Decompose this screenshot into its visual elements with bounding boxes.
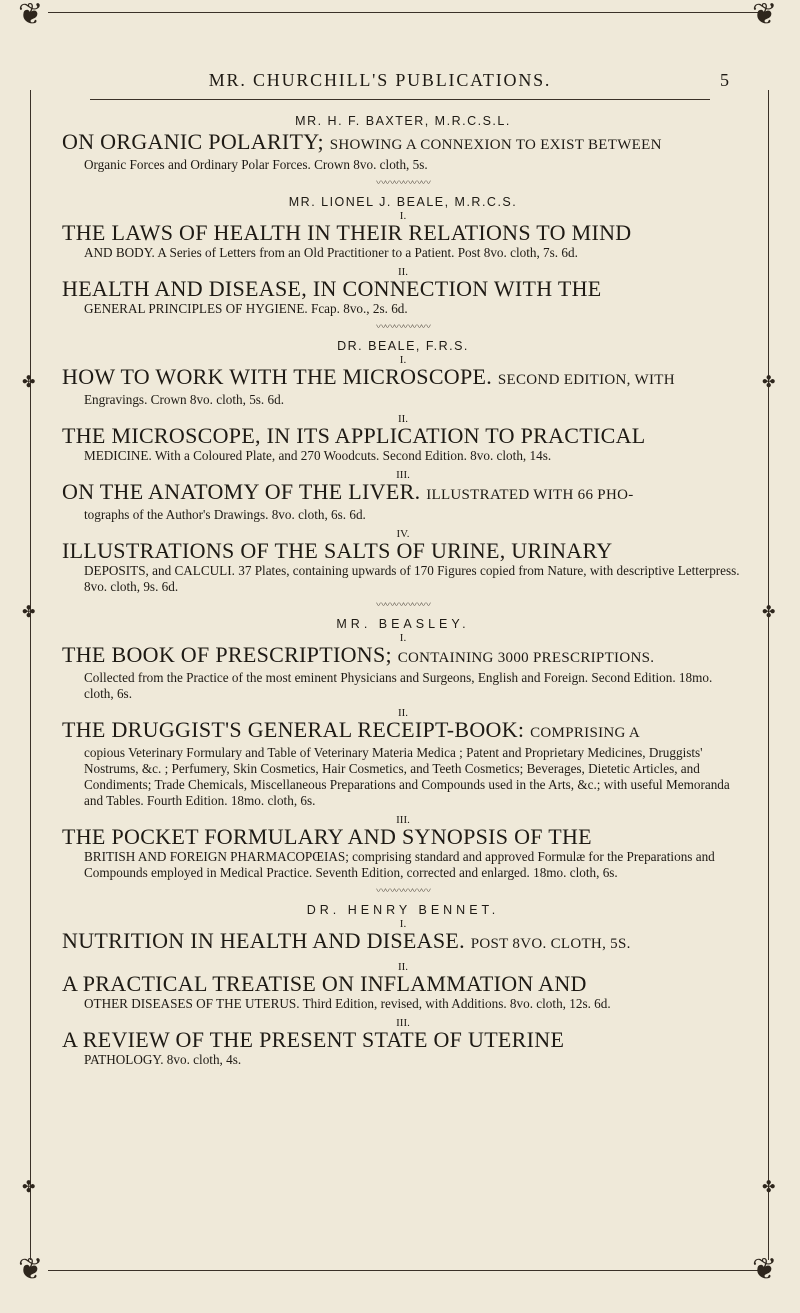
right-border xyxy=(768,90,769,1260)
book-title: HOW TO WORK WITH THE MICROSCOPE. xyxy=(62,364,493,389)
book-title-continuation: CONTAINING 3000 PRESCRIPTIONS. xyxy=(397,650,655,666)
entry-numeral: II. xyxy=(397,266,409,278)
author-heading: DR. BEALE, F.R.S. xyxy=(337,339,469,353)
author-section xyxy=(62,601,744,881)
book-title-line xyxy=(62,424,744,448)
author-heading: MR. BEASLEY. xyxy=(336,617,470,631)
author-section xyxy=(62,179,744,317)
ornamental-divider: 〰〰〰〰〰〰 xyxy=(376,886,430,897)
book-title-continuation: ILLUSTRATED WITH 66 PHO- xyxy=(426,487,634,503)
book-title: HEALTH AND DISEASE, IN CONNECTION WITH THE xyxy=(62,276,602,301)
book-entry xyxy=(62,825,744,881)
book-description: GENERAL PRINCIPLES OF HYGIENE. Fcap. 8vo., 2s. 6d. xyxy=(84,301,408,316)
book-entry xyxy=(62,277,744,317)
book-entry xyxy=(62,929,744,956)
side-ornament-icon: ✤ xyxy=(762,374,776,391)
ornamental-divider: 〰〰〰〰〰〰 xyxy=(376,322,430,333)
publication-list xyxy=(62,108,744,1074)
side-ornament-icon: ✤ xyxy=(22,604,36,621)
book-description: Organic Forces and Ordinary Polar Forces. Crown 8vo. cloth, 5s. xyxy=(84,157,428,172)
book-description: AND BODY. A Series of Letters from an Old Practitioner to a Patient. Post 8vo. cloth, 7s. 6d. xyxy=(84,245,578,260)
side-ornament-icon: ✤ xyxy=(22,1179,36,1196)
book-title-line xyxy=(62,365,744,392)
book-title: THE POCKET FORMULARY AND SYNOPSIS OF THE xyxy=(62,824,592,849)
entry-numeral: I. xyxy=(399,918,407,930)
author-heading: DR. HENRY BENNET. xyxy=(306,903,500,917)
entry-numeral: I. xyxy=(399,632,407,644)
author-section xyxy=(62,887,744,1068)
book-title-continuation: COMPRISING A xyxy=(530,725,640,741)
book-title-line xyxy=(62,539,744,563)
entry-numeral: II. xyxy=(397,961,409,973)
entry-numeral: III. xyxy=(396,1017,410,1029)
ornamental-divider: 〰〰〰〰〰〰 xyxy=(376,178,430,189)
book-description: MEDICINE. With a Coloured Plate, and 270 Woodcuts. Second Edition. 8vo. cloth, 14s. xyxy=(84,448,552,463)
book-description: PATHOLOGY. 8vo. cloth, 4s. xyxy=(84,1052,242,1067)
author-section xyxy=(62,114,744,173)
entry-numeral: III. xyxy=(396,814,410,826)
book-title: ON ORGANIC POLARITY; xyxy=(62,129,324,154)
top-border xyxy=(48,12,758,13)
book-title-line xyxy=(62,1028,744,1052)
author-section xyxy=(62,323,744,595)
book-title: NUTRITION IN HEALTH AND DISEASE. xyxy=(62,928,465,953)
book-entry xyxy=(62,643,744,702)
book-title-continuation: SECOND EDITION, WITH xyxy=(497,372,675,388)
book-description: copious Veterinary Formulary and Table of Veterinary Materia Medica ; Patent and Proprietary Medicines, Druggists' Nostrums, &c. ; Perfumery, Skin Cosmetics, Hair Cosmetics, and Teeth Cosmetics; Beverages, Dietetic Articles, and Condiments; Trade Chemicals, Miscellaneous Preparations and Compounds used in the Arts, &c.; with useful Memoranda and Tables. Fourth Edition. 18mo. cloth, 6s. xyxy=(84,745,730,808)
header-rule xyxy=(90,99,710,100)
book-entry xyxy=(62,1028,744,1068)
entry-numeral: III. xyxy=(396,469,410,481)
book-description: DEPOSITS, and CALCULI. 37 Plates, containing upwards of 170 Figures copied from Nature, with descriptive Letterpress. 8vo. cloth, 9s. 6d. xyxy=(84,563,740,594)
book-description: tographs of the Author's Drawings. 8vo. cloth, 6s. 6d. xyxy=(84,507,366,522)
book-title-line xyxy=(62,643,744,670)
book-entry xyxy=(62,539,744,595)
corner-ornament-icon: ❦ xyxy=(18,1253,44,1286)
book-description: OTHER DISEASES OF THE UTERUS. Third Edition, revised, with Additions. 8vo. cloth, 12s. 6d. xyxy=(84,996,611,1011)
corner-ornament-icon: ❦ xyxy=(752,1253,778,1286)
entry-numeral: IV. xyxy=(396,528,410,540)
side-ornament-icon: ✤ xyxy=(762,1179,776,1196)
corner-ornament-icon: ❦ xyxy=(18,0,44,31)
entry-numeral: II. xyxy=(397,413,409,425)
book-title-line xyxy=(62,929,744,956)
book-entry xyxy=(62,130,744,173)
book-title-line xyxy=(62,825,744,849)
book-title-line xyxy=(62,277,744,301)
ornamental-divider: 〰〰〰〰〰〰 xyxy=(376,600,430,611)
book-entry xyxy=(62,718,744,809)
book-entry xyxy=(62,365,744,408)
book-title: THE LAWS OF HEALTH IN THEIR RELATIONS TO MIND xyxy=(62,220,632,245)
entry-numeral: I. xyxy=(399,210,407,222)
book-title-continuation: SHOWING A CONNEXION TO EXIST BETWEEN xyxy=(329,137,662,153)
book-title-line xyxy=(62,972,744,996)
book-title: ILLUSTRATIONS OF THE SALTS OF URINE, URINARY xyxy=(62,538,613,563)
book-title-line xyxy=(62,718,744,745)
side-ornament-icon: ✤ xyxy=(22,374,36,391)
book-title: THE BOOK OF PRESCRIPTIONS; xyxy=(62,642,392,667)
entry-numeral: II. xyxy=(397,707,409,719)
bottom-border xyxy=(48,1270,758,1271)
book-title: THE MICROSCOPE, IN ITS APPLICATION TO PRACTICAL xyxy=(62,423,646,448)
book-title: A REVIEW OF THE PRESENT STATE OF UTERINE xyxy=(62,1027,565,1052)
corner-ornament-icon: ❦ xyxy=(752,0,778,31)
book-description: Collected from the Practice of the most eminent Physicians and Surgeons, English and Foreign. Second Edition. 18mo. cloth, 6s. xyxy=(84,670,713,701)
entry-numeral: I. xyxy=(399,354,407,366)
side-ornament-icon: ✤ xyxy=(762,604,776,621)
book-entry xyxy=(62,972,744,1012)
book-description: Engravings. Crown 8vo. cloth, 5s. 6d. xyxy=(84,392,284,407)
book-description: BRITISH AND FOREIGN PHARMACOPŒIAS; comprising standard and approved Formulæ for the Preparations and Compounds employed in Medical Practice. Seventh Edition, corrected and enlarged. 18mo. cloth, 6s. xyxy=(84,849,715,880)
running-title: MR. CHURCHILL'S PUBLICATIONS. xyxy=(208,70,552,90)
book-title: ON THE ANATOMY OF THE LIVER. xyxy=(62,479,421,504)
page-number: 5 xyxy=(720,70,729,90)
left-border xyxy=(30,90,31,1260)
author-heading: MR. LIONEL J. BEALE, M.R.C.S. xyxy=(288,195,518,209)
author-heading: MR. H. F. BAXTER, M.R.C.S.L. xyxy=(295,114,511,128)
book-title-line xyxy=(62,130,744,157)
book-entry xyxy=(62,424,744,464)
book-title: A PRACTICAL TREATISE ON INFLAMMATION AND xyxy=(62,971,587,996)
book-title-continuation: POST 8VO. CLOTH, 5S. xyxy=(470,936,631,952)
book-entry xyxy=(62,221,744,261)
book-entry xyxy=(62,480,744,523)
book-title-line xyxy=(62,221,744,245)
book-title-line xyxy=(62,480,744,507)
book-title: THE DRUGGIST'S GENERAL RECEIPT-BOOK: xyxy=(62,717,525,742)
